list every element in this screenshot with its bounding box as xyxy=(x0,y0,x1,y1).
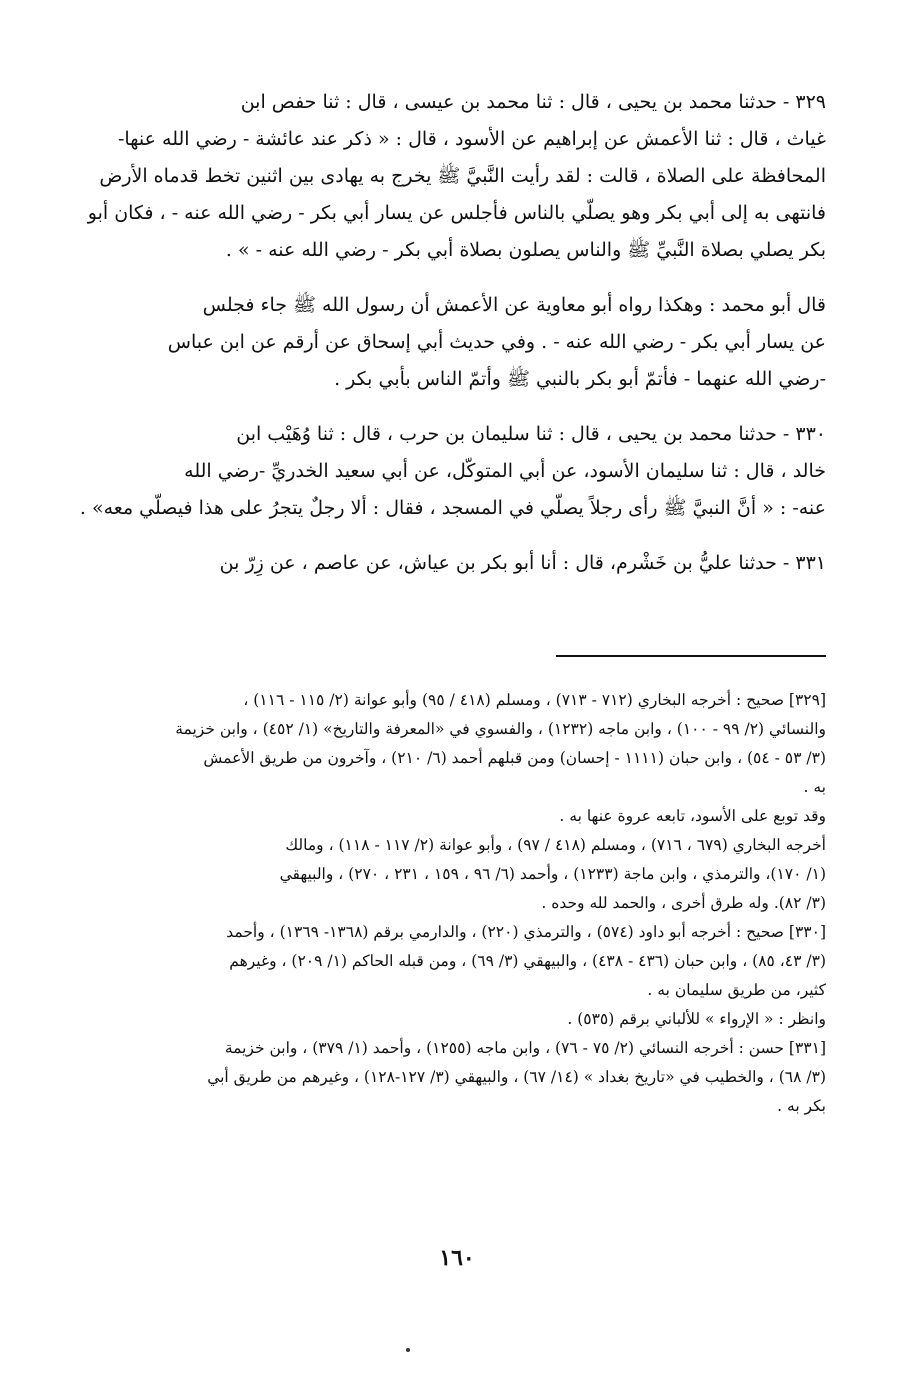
text-line: بكر يصلي بصلاة النَّبيِّ ﷺ والناس يصلون بصلاة أبي بكر - رضي الله عنه - » . xyxy=(225,239,826,261)
footnote-line: (١/ ١٧٠)، والترمذي ، وابن ماجة (١٢٣٣) ، وأحمد (٦/ ٩٦ ، ١٥٩ ، ٢٣١ ، ٢٧٠) ، والبيهقي xyxy=(279,865,826,883)
text-line: ٣٣٠ - حدثنا محمد بن يحيى ، قال : ثنا سليمان بن حرب ، قال : ثنا وُهَيْب ابن xyxy=(236,423,826,445)
footnote-line: بكر به . xyxy=(777,1097,826,1115)
footnote-line: أخرجه البخاري (٦٧٩ ، ٧١٦) ، ومسلم (٤١٨ / ٩٧) ، وأبو عوانة (٢/ ١١٧ - ١١٨) ، ومالك xyxy=(285,836,826,854)
footnote-line: والنسائي (٢/ ٩٩ - ١٠٠) ، وابن ماجه (١٢٣٢) ، والفسوي في «المعرفة والتاريخ» (١/ ٤٥٢) ، وابن خزيمة xyxy=(175,720,826,738)
paragraph-abu-muhammad xyxy=(80,287,826,398)
footnote-line: [٣٣١] حسن : أخرجه النسائي (٢/ ٧٥ - ٧٦) ، وابن ماجه (١٢٥٥) ، وأحمد (١/ ٣٧٩) ، وابن خزيمة xyxy=(224,1039,826,1057)
text-line: المحافظة على الصلاة ، قالت : لقد رأيت النَّبيَّ ﷺ يخرج به يهادى بين اثنين تخط قدماه الأرض xyxy=(99,165,826,187)
text-line: قال أبو محمد : وهكذا رواه أبو معاوية عن الأعمش أن رسول الله ﷺ جاء فجلس xyxy=(202,294,826,316)
footnotes xyxy=(80,686,826,1121)
footnote-line: وانظر : « الإرواء » للألباني برقم (٥٣٥) . xyxy=(567,1010,826,1028)
footnote-line: كثير، من طريق سليمان به . xyxy=(647,981,826,999)
main-text xyxy=(80,84,826,600)
text-line: فانتهى به إلى أبي بكر وهو يصلّي بالناس فأجلس عن يسار أبي بكر - رضي الله عنه - ، فكان أبو xyxy=(87,202,826,224)
footnote-line: (٣/ ٦٨) ، والخطيب في «تاريخ بغداد » (١٤/ ٦٧) ، والبيهقي (٣/ ١٢٧-١٢٨) ، وغيرهم من طريق أبي xyxy=(207,1068,826,1086)
page-number: ١٦٠ xyxy=(439,1245,475,1271)
footnote-line: (٣/ ٨٢). وله طرق أخرى ، والحمد لله وحده . xyxy=(541,894,826,912)
paragraph-329 xyxy=(80,84,826,269)
footnote-line: به . xyxy=(803,778,826,796)
footnote-line: وقد توبع على الأسود، تابعه عروة عنها به . xyxy=(559,807,826,825)
footnote-divider xyxy=(556,655,826,657)
text-line: غياث ، قال : ثنا الأعمش عن إبراهيم عن الأسود ، قال : « ذكر عند عائشة - رضي الله عنها- xyxy=(117,128,826,150)
footnote-line: [٣٣٠] صحيح : أخرجه أبو داود (٥٧٤) ، والترمذي (٢٢٠) ، والدارمي برقم (١٣٦٨- ١٣٦٩) ، وأحمد xyxy=(226,923,826,941)
text-line: خالد ، قال : ثنا سليمان الأسود، عن أبي المتوكّل، عن أبي سعيد الخدريِّ -رضي الله xyxy=(184,460,826,482)
text-line: -رضي الله عنهما - فأتمّ أبو بكر بالنبي ﷺ وأتمّ الناس بأبي بكر . xyxy=(334,368,826,390)
paragraph-331 xyxy=(80,545,826,582)
text-line: ٣٢٩ - حدثنا محمد بن يحيى ، قال : ثنا محمد بن عيسى ، قال : ثنا حفص ابن xyxy=(240,91,826,113)
page-dot xyxy=(406,1348,410,1352)
footnote-line: (٣/ ٥٣ - ٥٤) ، وابن حبان (١١١١ - إحسان) ومن قبلهم أحمد (٦/ ٢١٠) ، وآخرون من طريق الأعمش xyxy=(203,749,826,767)
text-line: عنه- : « أنَّ النبيَّ ﷺ رأى رجلاً يصلّي في المسجد ، فقال : ألا رجلٌ يتجرُ على هذا فيصلّي معه» . xyxy=(80,497,826,519)
footnote-line: [٣٢٩] صحيح : أخرجه البخاري (٧١٢ - ٧١٣) ، ومسلم (٤١٨ / ٩٥) وأبو عوانة (٢/ ١١٥ - ١١٦) ، xyxy=(243,691,826,709)
footnote-line: (٣/ ٤٣، ٨٥) ، وابن حبان (٤٣٦ - ٤٣٨) ، والبيهقي (٣/ ٦٩) ، ومن قبله الحاكم (١/ ٢٠٩) ، وغيرهم xyxy=(229,952,826,970)
text-line: عن يسار أبي بكر - رضي الله عنه - . وفي حديث أبي إسحاق عن أرقم عن ابن عباس xyxy=(167,331,826,353)
paragraph-330 xyxy=(80,416,826,527)
text-line: ٣٣١ - حدثنا عليُّ بن خَشْرم، قال : أنا أبو بكر بن عياش، عن عاصم ، عن زِرّ بن xyxy=(219,552,826,574)
